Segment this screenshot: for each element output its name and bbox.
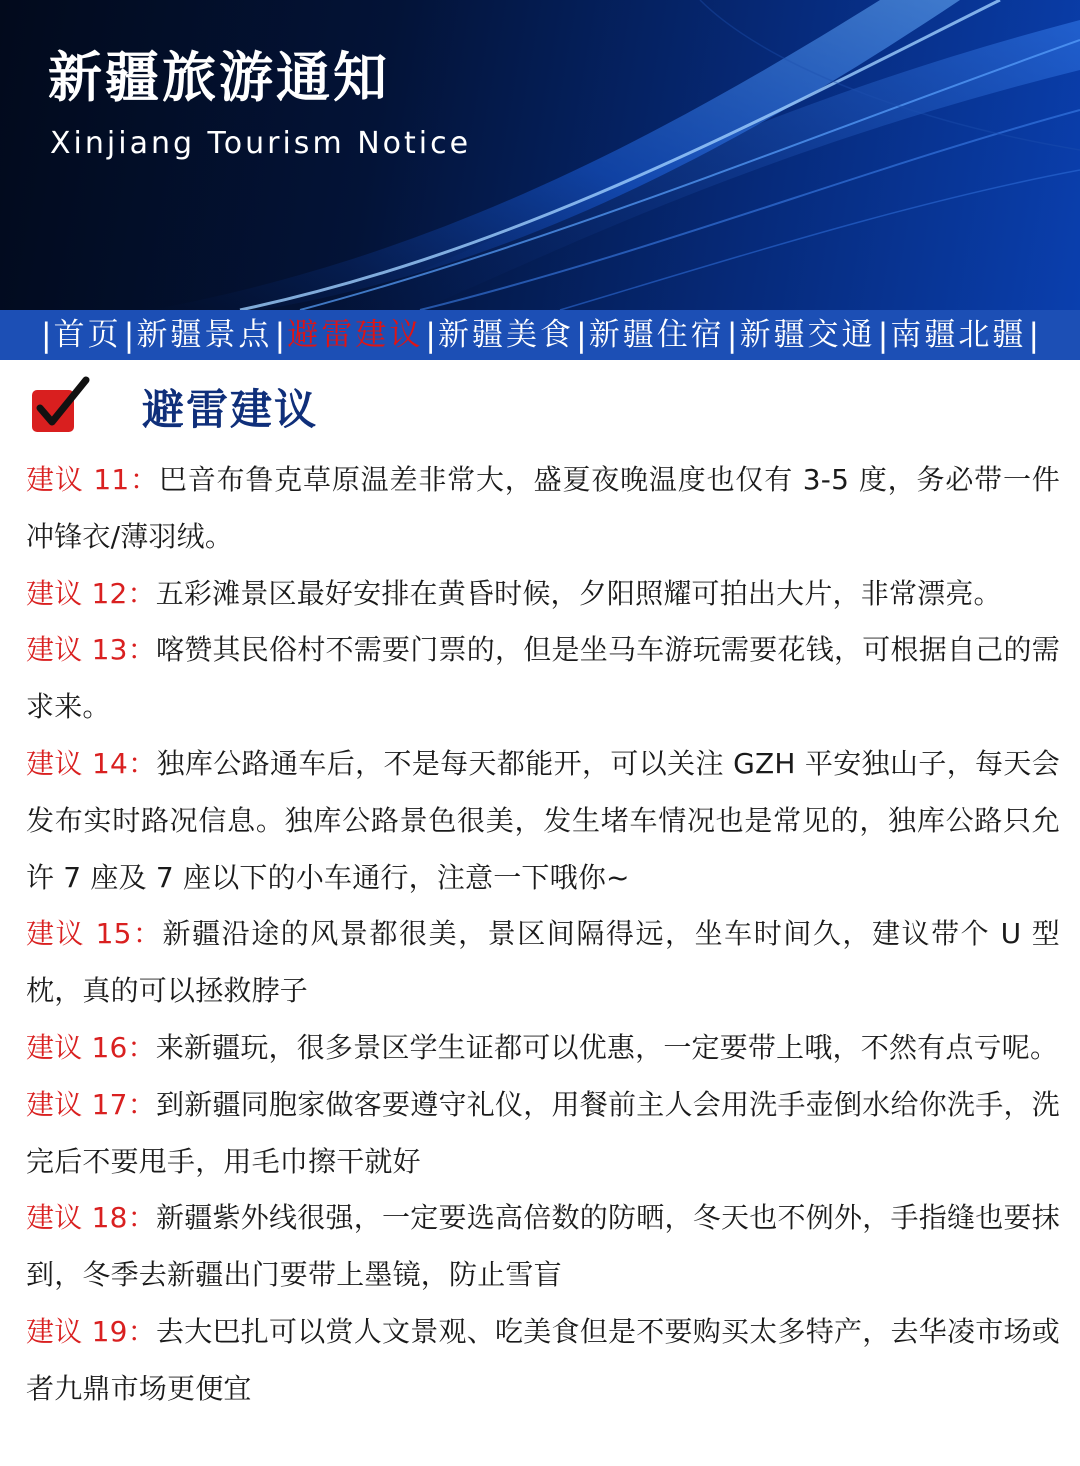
- nav-separator: |: [425, 316, 436, 354]
- tip-text: 喀赞其民俗村不需要门票的，但是坐马车游玩需要花钱，可根据自己的需求来。: [26, 633, 1061, 724]
- tips-list: [26, 452, 1060, 1418]
- tip-item: [26, 736, 1060, 906]
- tip-label: 建议 14：: [26, 746, 157, 780]
- tip-item: [26, 1304, 1060, 1418]
- nav-separator: |: [726, 316, 738, 354]
- tip-label: 建议 17：: [26, 1087, 156, 1121]
- tip-label: 建议 16：: [26, 1030, 156, 1064]
- nav-bar: [0, 310, 1080, 360]
- tip-label: 建议 18：: [26, 1201, 156, 1235]
- tip-item: [26, 1020, 1060, 1077]
- nav-item-transport[interactable]: 新疆交通: [739, 317, 876, 353]
- section-header: [28, 372, 318, 442]
- tip-label: 建议 19：: [26, 1314, 156, 1348]
- nav-item-food[interactable]: 新疆美食: [438, 317, 574, 353]
- nav-separator: |: [40, 316, 52, 354]
- checkbox-check-icon: [28, 376, 90, 438]
- nav-item-tips[interactable]: 避雷建议: [287, 317, 424, 353]
- tip-text: 去大巴扎可以赏人文景观、吃美食但是不要购买太多特产，去华凌市场或者九鼎市场更便宜: [26, 1314, 1061, 1405]
- hero-banner: [0, 0, 1080, 310]
- tip-label: 建议 15：: [26, 917, 163, 951]
- nav-item-attractions[interactable]: 新疆景点: [136, 317, 273, 353]
- hero-subtitle: Xinjiang Tourism Notice: [50, 126, 472, 161]
- tip-label: 建议 12：: [26, 576, 156, 610]
- tip-label: 建议 13：: [26, 633, 156, 667]
- tip-text: 到新疆同胞家做客要遵守礼仪，用餐前主人会用洗手壶倒水给你洗手，洗完后不要甩手，用毛巾擦干就好: [26, 1087, 1061, 1178]
- tip-text: 来新疆玩，很多景区学生证都可以优惠，一定要带上哦，不然有点亏呢。: [155, 1030, 1059, 1064]
- tip-item: [26, 566, 1060, 623]
- nav-separator: |: [1028, 316, 1040, 354]
- nav-item-home[interactable]: 首页: [53, 317, 122, 353]
- tip-text: 五彩滩景区最好安排在黄昏时候，夕阳照耀可拍出大片，非常漂亮。: [155, 576, 1002, 610]
- tip-text: 独库公路通车后，不是每天都能开，可以关注 GZH 平安独山子，每天会发布实时路况信息。独库公路景色很美，发生堵车情况也是常见的，独库公路只允许 7 座及 7 座以下的小车通行，注意一下哦你~: [26, 746, 1060, 894]
- nav-separator: |: [123, 316, 135, 354]
- nav-separator: |: [877, 316, 889, 354]
- tip-text: 新疆紫外线很强，一定要选高倍数的防晒，冬天也不例外，手指缝也要抹到，冬季去新疆出门要带上墨镜，防止雪盲: [26, 1201, 1061, 1292]
- tip-text: 巴音布鲁克草原温差非常大，盛夏夜晚温度也仅有 3-5 度，务必带一件冲锋衣/薄羽绒。: [26, 463, 1061, 553]
- tip-item: [26, 1190, 1060, 1304]
- tip-item: [26, 906, 1060, 1020]
- tip-item: [26, 452, 1060, 566]
- tip-text: 新疆沿途的风景都很美，景区间隔得远，坐车时间久，建议带个 U 型枕，真的可以拯救脖子: [26, 917, 1060, 1008]
- nav-separator: |: [274, 316, 286, 354]
- tip-label: 建议 11：: [26, 463, 159, 496]
- hero-title: 新疆旅游通知: [48, 46, 390, 109]
- nav-item-lodging[interactable]: 新疆住宿: [588, 317, 725, 353]
- tip-item: [26, 622, 1060, 736]
- nav-separator: |: [576, 316, 587, 354]
- tip-item: [26, 1077, 1060, 1191]
- nav-item-regions[interactable]: 南疆北疆: [890, 317, 1027, 353]
- section-title: 避雷建议: [142, 385, 319, 434]
